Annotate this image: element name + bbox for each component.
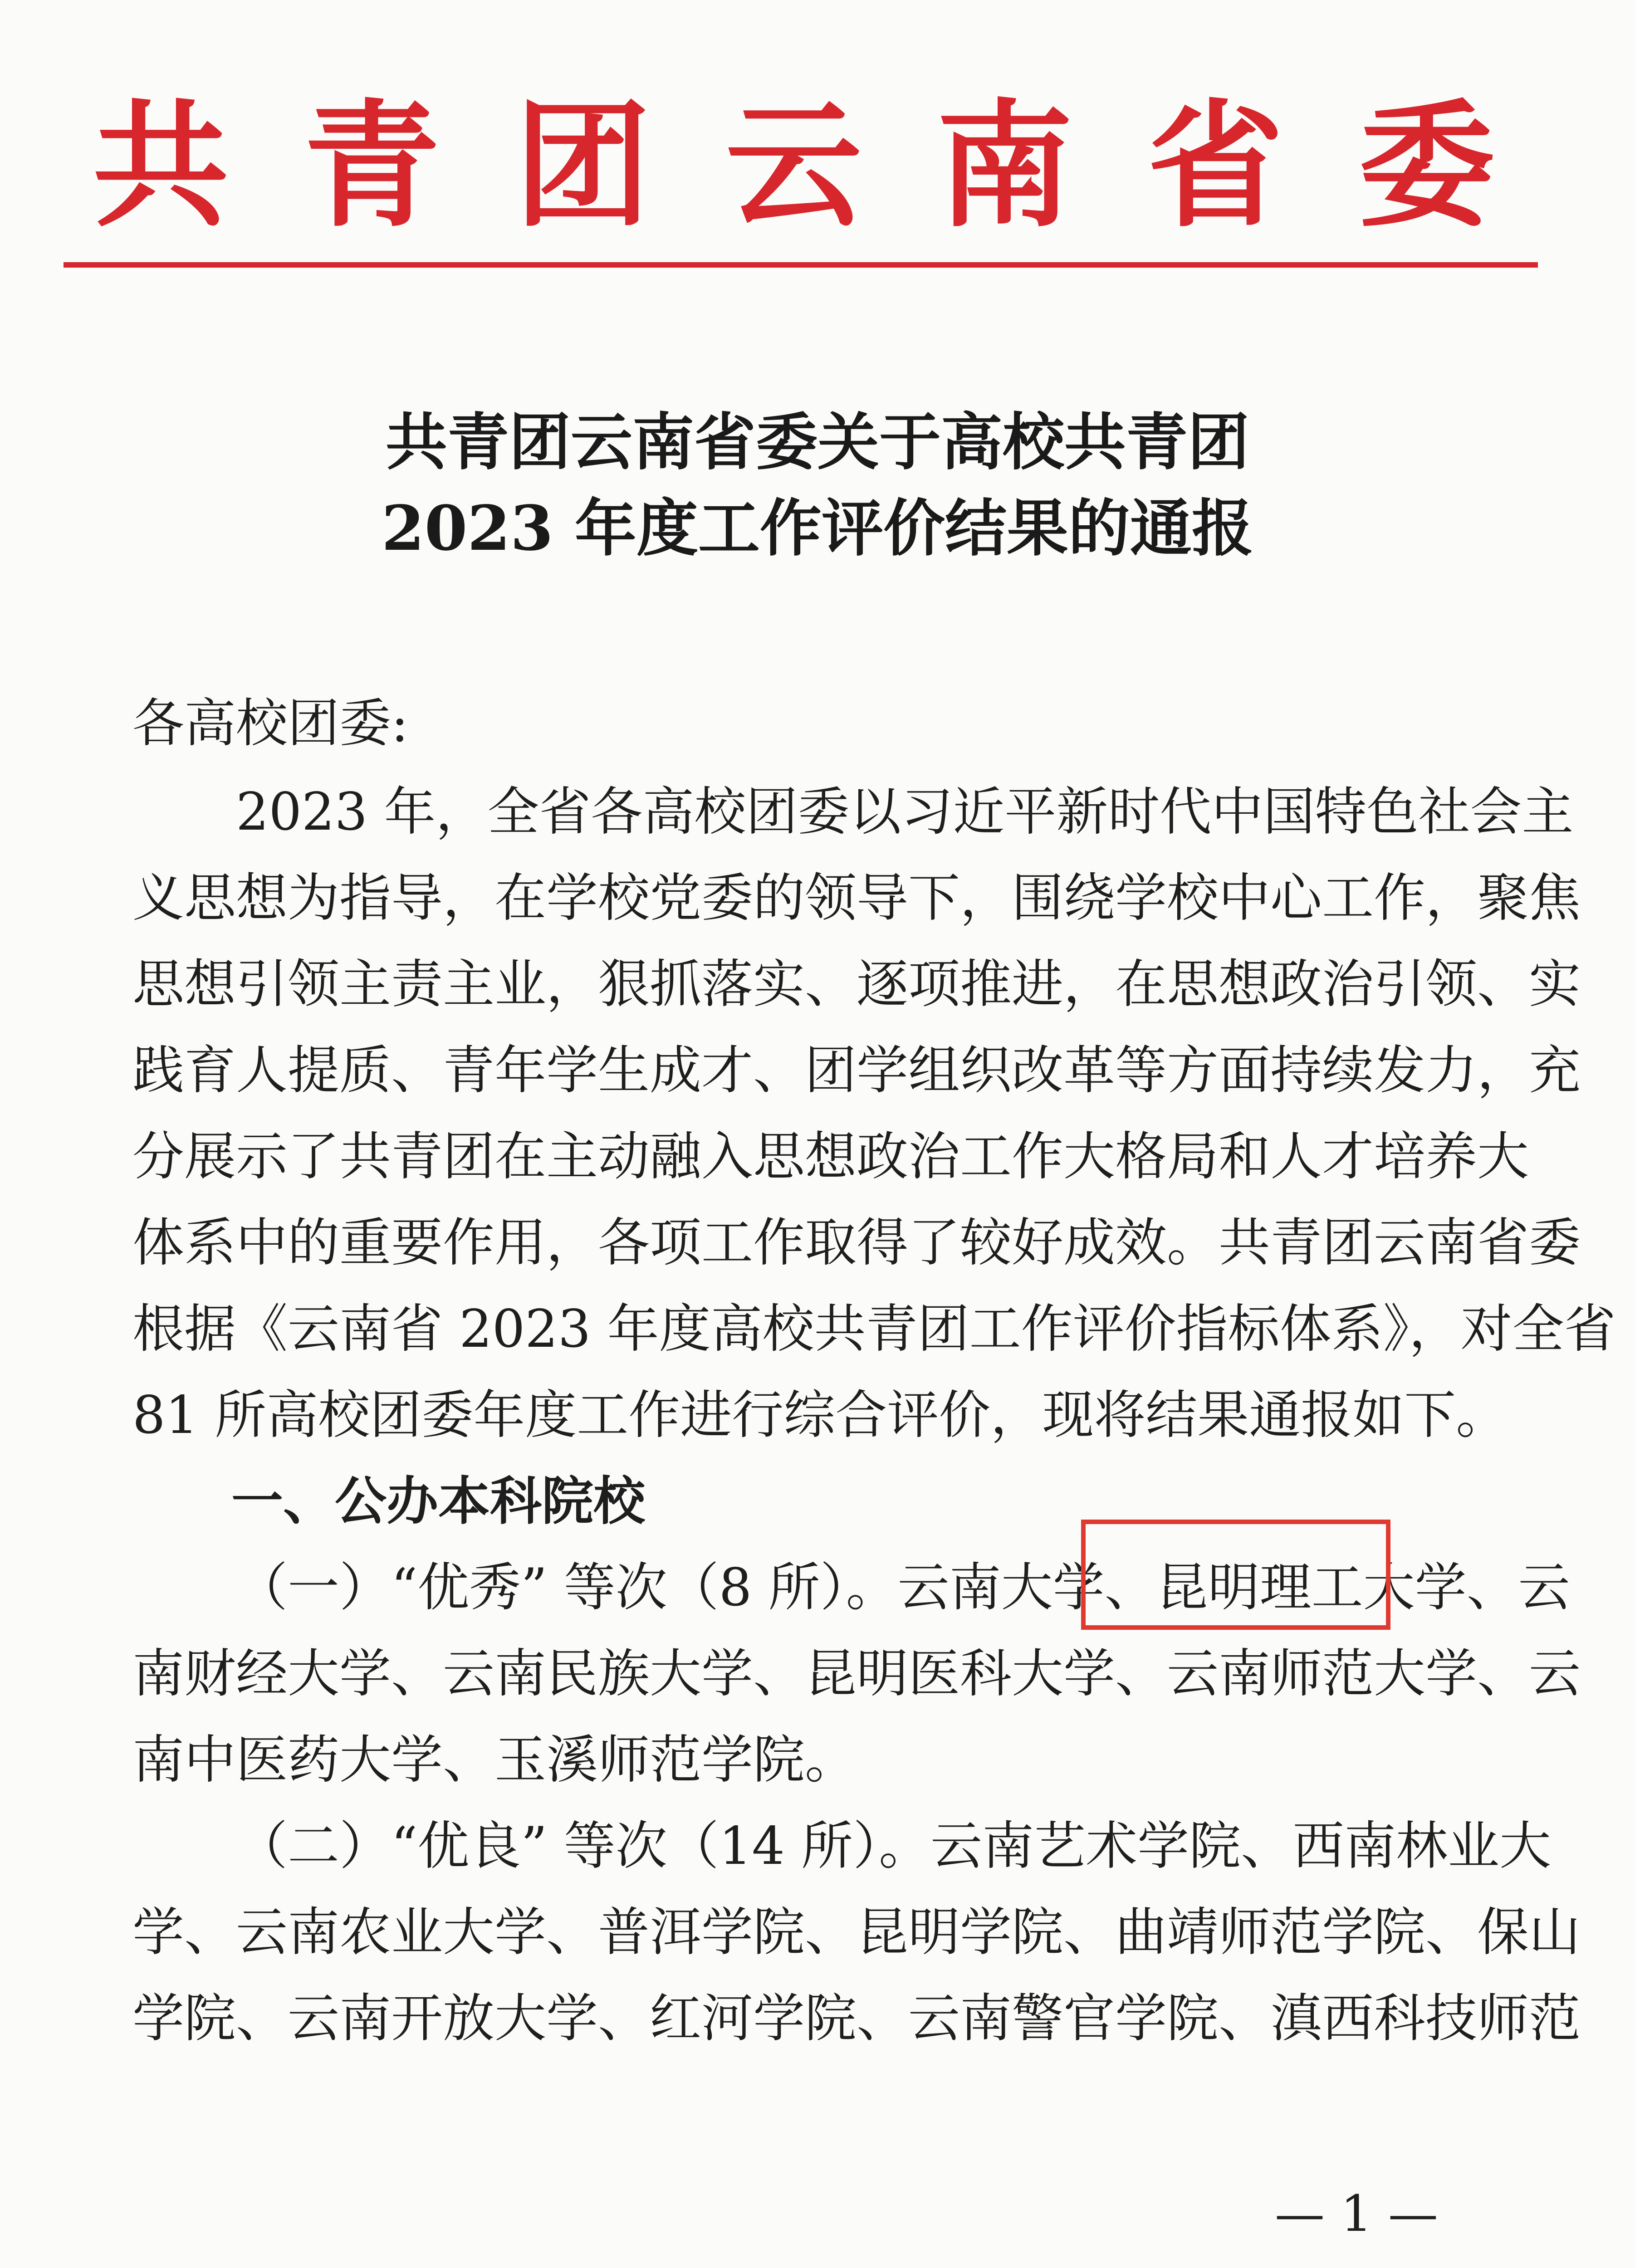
intro-line-7: 根据《云南省 2023 年度高校共青团工作评价指标体系》，对全省: [132, 1299, 1616, 1359]
intro-line-1: 2023 年，全省各高校团委以习近平新时代中国特色社会主: [236, 782, 1574, 842]
excellent-line-1: （一）“优秀” 等次（8 所）。云南大学、昆明理工大学、云: [236, 1557, 1570, 1618]
page-number: — 1 —: [1275, 2185, 1438, 2243]
good-line-1: （二）“优良” 等次（14 所）。云南艺术学院、西南林业大: [236, 1816, 1552, 1876]
good-line-2: 学、云南农业大学、普洱学院、昆明学院、曲靖师范学院、保山: [132, 1902, 1581, 1962]
intro-line-5: 分展示了共青团在主动融入思想政治工作大格局和人才培养大: [132, 1126, 1529, 1187]
intro-line-2: 义思想为指导，在学校党委的领导下，围绕学校中心工作，聚焦: [132, 868, 1581, 928]
document-title-line-2: 2023 年度工作评价结果的通报: [382, 492, 1253, 565]
red-divider-line: [64, 262, 1538, 268]
excellent-line-3: 南中医药大学、玉溪师范学院。: [132, 1730, 857, 1790]
intro-line-3: 思想引领主责主业，狠抓落实、逐项推进，在思想政治引领、实: [132, 954, 1581, 1014]
intro-line-6: 体系中的重要作用，各项工作取得了较好成效。共青团云南省委: [132, 1212, 1581, 1273]
salutation: 各高校团委:: [132, 693, 409, 753]
document-title-line-1: 共青团云南省委关于高校共青团: [386, 406, 1249, 479]
good-line-3: 学院、云南开放大学、红河学院、云南警官学院、滇西科技师范: [132, 1988, 1581, 2048]
intro-line-8: 81 所高校团委年度工作进行综合评价，现将结果通报如下。: [132, 1385, 1508, 1445]
excellent-line-2: 南财经大学、云南民族大学、昆明医科大学、云南师范大学、云: [132, 1643, 1581, 1704]
masthead-title: 共青团云南省委: [93, 85, 1570, 245]
section-heading-public-undergraduate: 一、公办本科院校: [231, 1471, 646, 1531]
highlight-box-kunming-university-of-science-and-technology: [1081, 1520, 1390, 1630]
intro-line-4: 践育人提质、青年学生成才、团学组织改革等方面持续发力，充: [132, 1040, 1581, 1100]
